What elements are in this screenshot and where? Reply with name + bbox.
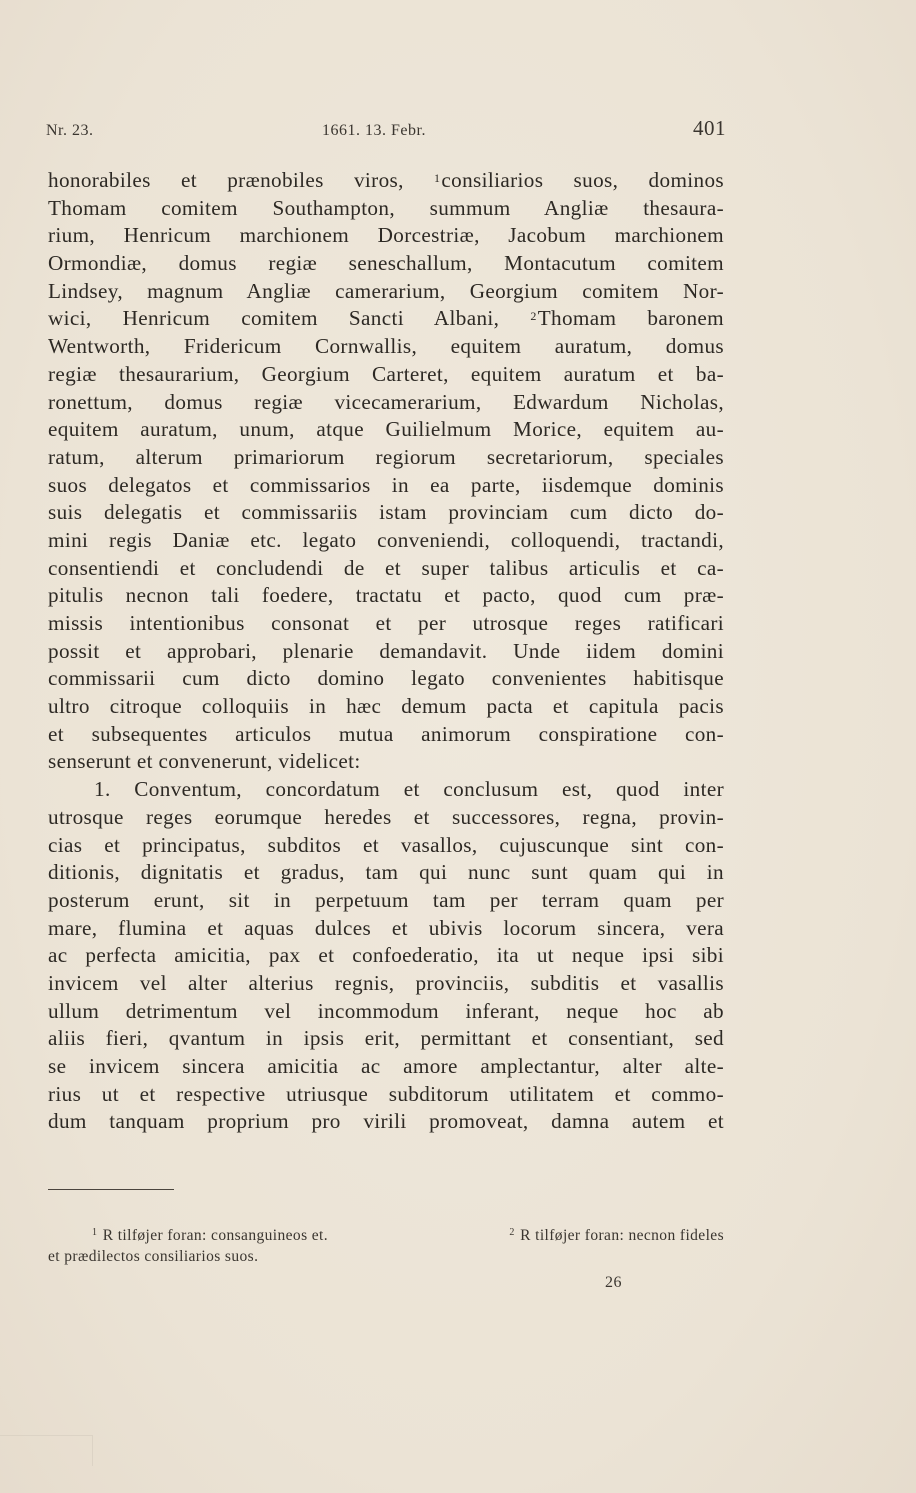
text-line	[48, 1081, 724, 1109]
text-run: ronettum, domus regiæ vicecamerarium, Edwardum Nicholas,	[48, 389, 724, 414]
text-run: wici, Henricum comitem Sancti Albani,	[48, 306, 531, 331]
footnote-2	[509, 1225, 724, 1246]
footnote-marker: 1	[92, 1227, 98, 1238]
text-line	[48, 693, 724, 721]
text-run: Wentworth, Fridericum Cornwallis, equitem auratum, domus	[48, 334, 724, 359]
text-run: utrosque reges eorumque heredes et successores, regna, provin-	[48, 804, 724, 829]
text-line	[48, 721, 724, 749]
text-line	[48, 998, 724, 1026]
footnote-marker: 2	[509, 1227, 515, 1238]
text-run: Lindsey, magnum Angliæ camerarium, Georgium comitem Nor-	[48, 278, 724, 303]
text-run: possit et approbari, plenarie demandavit. Unde iidem domini	[48, 638, 724, 663]
footnote-1	[92, 1225, 328, 1246]
text-run: consentiendi et concludendi de et super talibus articulis et ca-	[48, 555, 724, 580]
text-line	[48, 804, 724, 832]
text-run: Thomam baronem	[537, 306, 724, 331]
text-line	[48, 444, 724, 472]
text-run: suos delegatos et commissarios in ea parte, iisdemque dominis	[48, 472, 724, 497]
text-line	[48, 1108, 724, 1136]
text-run: rium, Henricum marchionem Dorcestriæ, Jacobum marchionem	[48, 223, 724, 248]
text-line	[48, 555, 724, 583]
text-line	[48, 942, 724, 970]
text-run: cias et principatus, subditos et vasallos, cujuscunque sint con-	[48, 832, 724, 857]
text-line	[48, 887, 724, 915]
text-line	[48, 610, 724, 638]
text-line	[48, 167, 724, 195]
text-line	[48, 472, 724, 500]
text-line	[48, 582, 724, 610]
footnote-reference: 2	[530, 309, 537, 324]
text-line	[48, 195, 724, 223]
text-line	[48, 1053, 724, 1081]
text-run: aliis fieri, qvantum in ipsis erit, permittant et consentiant, sed	[48, 1026, 724, 1051]
text-line	[48, 250, 724, 278]
footnote-reference: 1	[434, 171, 441, 185]
text-line	[48, 665, 724, 693]
footnote-text: R tilføjer foran: consanguineos et.	[102, 1227, 329, 1244]
footnote-line	[48, 1225, 724, 1246]
text-line	[48, 527, 724, 555]
text-line	[48, 389, 724, 417]
text-run: ultro citroque colloquiis in hæc demum pacta et capitula pacis	[48, 694, 724, 719]
text-run: mini regis Daniæ etc. legato conveniendi, colloquendi, tractandi,	[48, 527, 724, 552]
text-run: mare, flumina et aquas dulces et ubivis locorum sincera, vera	[48, 915, 724, 940]
footnotes	[48, 1225, 724, 1267]
document-number: Nr. 23.	[46, 122, 94, 139]
text-line	[48, 222, 724, 250]
text-run: ratum, alterum primariorum regiorum secretariorum, speciales	[48, 444, 724, 469]
text-line	[48, 416, 724, 444]
text-run: commissarii cum dicto domino legato convenientes habitisque	[48, 666, 724, 691]
text-run: suis delegatis et commissariis istam provinciam cum dicto do-	[48, 500, 724, 525]
text-run: ullum detrimentum vel incommodum inferant, neque hoc ab	[48, 998, 724, 1023]
text-run: se invicem sincera amicitia ac amore amplectantur, alter alte-	[48, 1054, 724, 1078]
text-line	[48, 499, 724, 527]
text-run: invicem vel alter alterius regnis, provinciis, subditis et vasallis	[48, 970, 724, 995]
text-run: missis intentionibus consonat et per utrosque reges ratificari	[48, 611, 724, 635]
text-run: Ormondiæ, domus regiæ seneschallum, Montacutum comitem	[48, 251, 724, 276]
text-line	[48, 638, 724, 666]
text-run: ac perfecta amicitia, pax et confoederatio, ita ut neque ipsi sibi	[48, 943, 724, 968]
text-run: pitulis necnon tali foedere, tractatu et pacto, quod cum præ-	[48, 583, 724, 608]
text-run: honorabiles et prænobiles viros,	[48, 168, 435, 192]
text-run: consiliarios suos, dominos	[441, 168, 724, 192]
text-line	[48, 361, 724, 389]
text-run: 1. Conventum, concordatum et conclusum est, quod inter	[94, 777, 724, 802]
document-date: 1661. 13. Febr.	[322, 122, 426, 139]
text-run: senserunt et convenerunt, videlicet:	[48, 749, 361, 774]
footnote-divider	[48, 1189, 174, 1190]
text-run: Thomam comitem Southampton, summum Angliæ thesaura-	[48, 195, 724, 220]
text-run: equitem auratum, unum, atque Guilielmum Morice, equitem au-	[48, 417, 724, 442]
text-line	[48, 859, 724, 887]
text-run: regiæ thesaurarium, Georgium Carteret, equitem auratum et ba-	[48, 361, 724, 386]
page-number: 401	[693, 116, 726, 140]
text-line	[48, 333, 724, 361]
main-text	[48, 167, 724, 1136]
text-run: dum tanquam proprium pro virili promoveat, damna autem et	[48, 1109, 724, 1134]
text-run: et subsequentes articulos mutua animorum conspiratione con-	[48, 721, 724, 746]
running-header	[46, 118, 726, 148]
text-line	[48, 305, 724, 333]
text-run: ditionis, dignitatis et gradus, tam qui nunc sunt quam qui in	[48, 860, 724, 885]
text-run: rius ut et respective utriusque subditorum utilitatem et commo-	[48, 1081, 724, 1106]
text-run: posterum erunt, sit in perpetuum tam per terram quam per	[48, 887, 724, 912]
text-line	[48, 278, 724, 306]
footnote-text: R tilføjer foran: necnon fideles	[520, 1227, 724, 1244]
footnote-continuation: et prædilectos consiliarios suos.	[48, 1248, 259, 1265]
text-line	[48, 1025, 724, 1053]
text-line	[48, 915, 724, 943]
text-line	[48, 776, 724, 804]
text-line	[48, 832, 724, 860]
signature-mark: 26	[605, 1274, 622, 1291]
page-edge-mark	[0, 1435, 93, 1466]
text-line	[48, 748, 724, 776]
text-line	[48, 970, 724, 998]
